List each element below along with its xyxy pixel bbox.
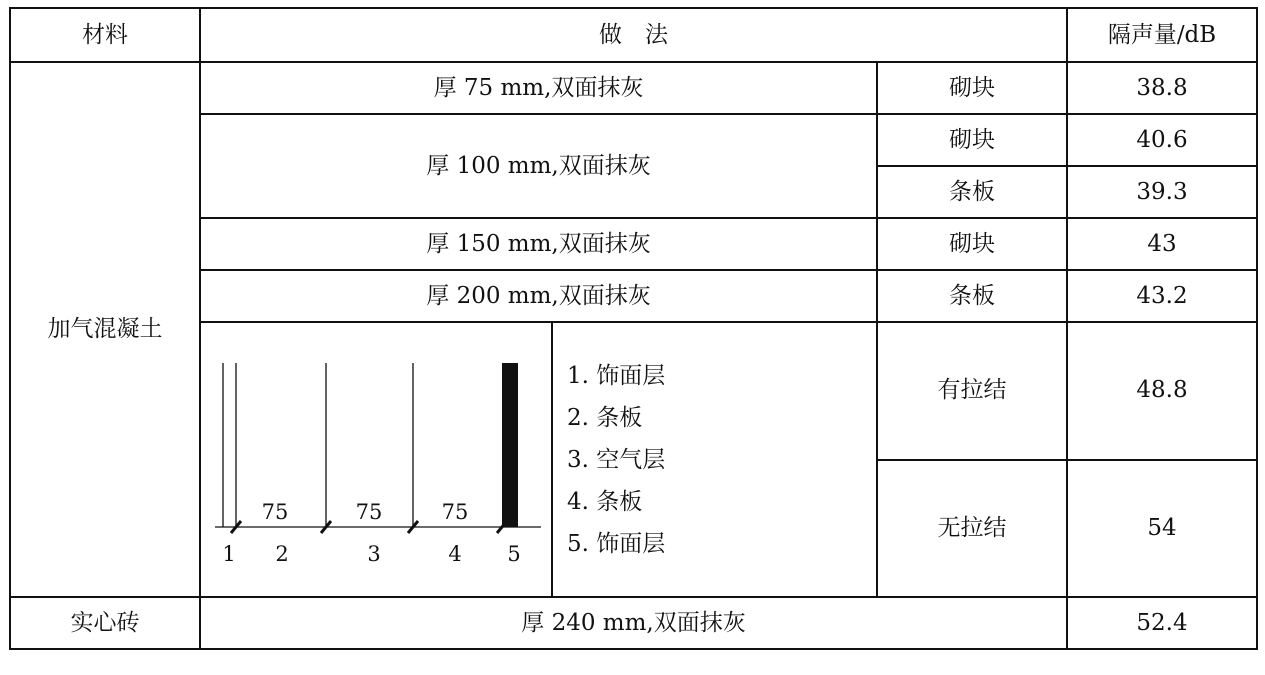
dimension-label: 75: [261, 500, 289, 524]
sound-insulation-table: [9, 7, 1258, 650]
type-cell: 条板: [877, 166, 1067, 218]
legend-item: 3. 空气层: [567, 446, 666, 473]
header-sound: 隔声量/dB: [1067, 8, 1257, 62]
type-cell: 砌块: [877, 62, 1067, 114]
layer-number: 5: [507, 542, 521, 566]
method-cell: 厚 150 mm,双面抹灰: [200, 218, 877, 270]
legend-item: 1. 饰面层: [567, 362, 666, 389]
layer-number: 2: [275, 542, 289, 566]
wall-section-diagram-cell: [200, 322, 552, 597]
legend-item: 4. 条板: [567, 488, 643, 515]
material-aerated-concrete: 加气混凝土: [10, 62, 200, 597]
value-cell: 48.8: [1067, 322, 1257, 460]
method-cell: 厚 200 mm,双面抹灰: [200, 270, 877, 322]
value-cell: 43: [1067, 218, 1257, 270]
method-cell: 厚 75 mm,双面抹灰: [200, 62, 877, 114]
method-cell: 厚 240 mm,双面抹灰: [200, 597, 1067, 649]
type-cell: 有拉结: [877, 322, 1067, 460]
layer-legend: [552, 322, 877, 597]
type-cell: 条板: [877, 270, 1067, 322]
header-method: 做 法: [200, 8, 1067, 62]
value-cell: 52.4: [1067, 597, 1257, 649]
value-cell: 54: [1067, 460, 1257, 598]
legend-item: 5. 饰面层: [567, 530, 666, 557]
header-material: 材料: [10, 8, 200, 62]
wall-section-diagram: [201, 323, 551, 591]
value-cell: 38.8: [1067, 62, 1257, 114]
dimension-label: 75: [355, 500, 383, 524]
layer-number: 4: [448, 542, 462, 566]
legend-item: 2. 条板: [567, 404, 643, 431]
type-cell: 无拉结: [877, 460, 1067, 598]
dimension-label: 75: [441, 500, 469, 524]
value-cell: 39.3: [1067, 166, 1257, 218]
method-cell: 厚 100 mm,双面抹灰: [200, 114, 877, 218]
value-cell: 40.6: [1067, 114, 1257, 166]
finish-layer-block: [502, 363, 518, 527]
type-cell: 砌块: [877, 218, 1067, 270]
layer-number: 1: [222, 542, 236, 566]
layer-number: 3: [367, 542, 381, 566]
type-cell: 砌块: [877, 114, 1067, 166]
value-cell: 43.2: [1067, 270, 1257, 322]
material-solid-brick: 实心砖: [10, 597, 200, 649]
